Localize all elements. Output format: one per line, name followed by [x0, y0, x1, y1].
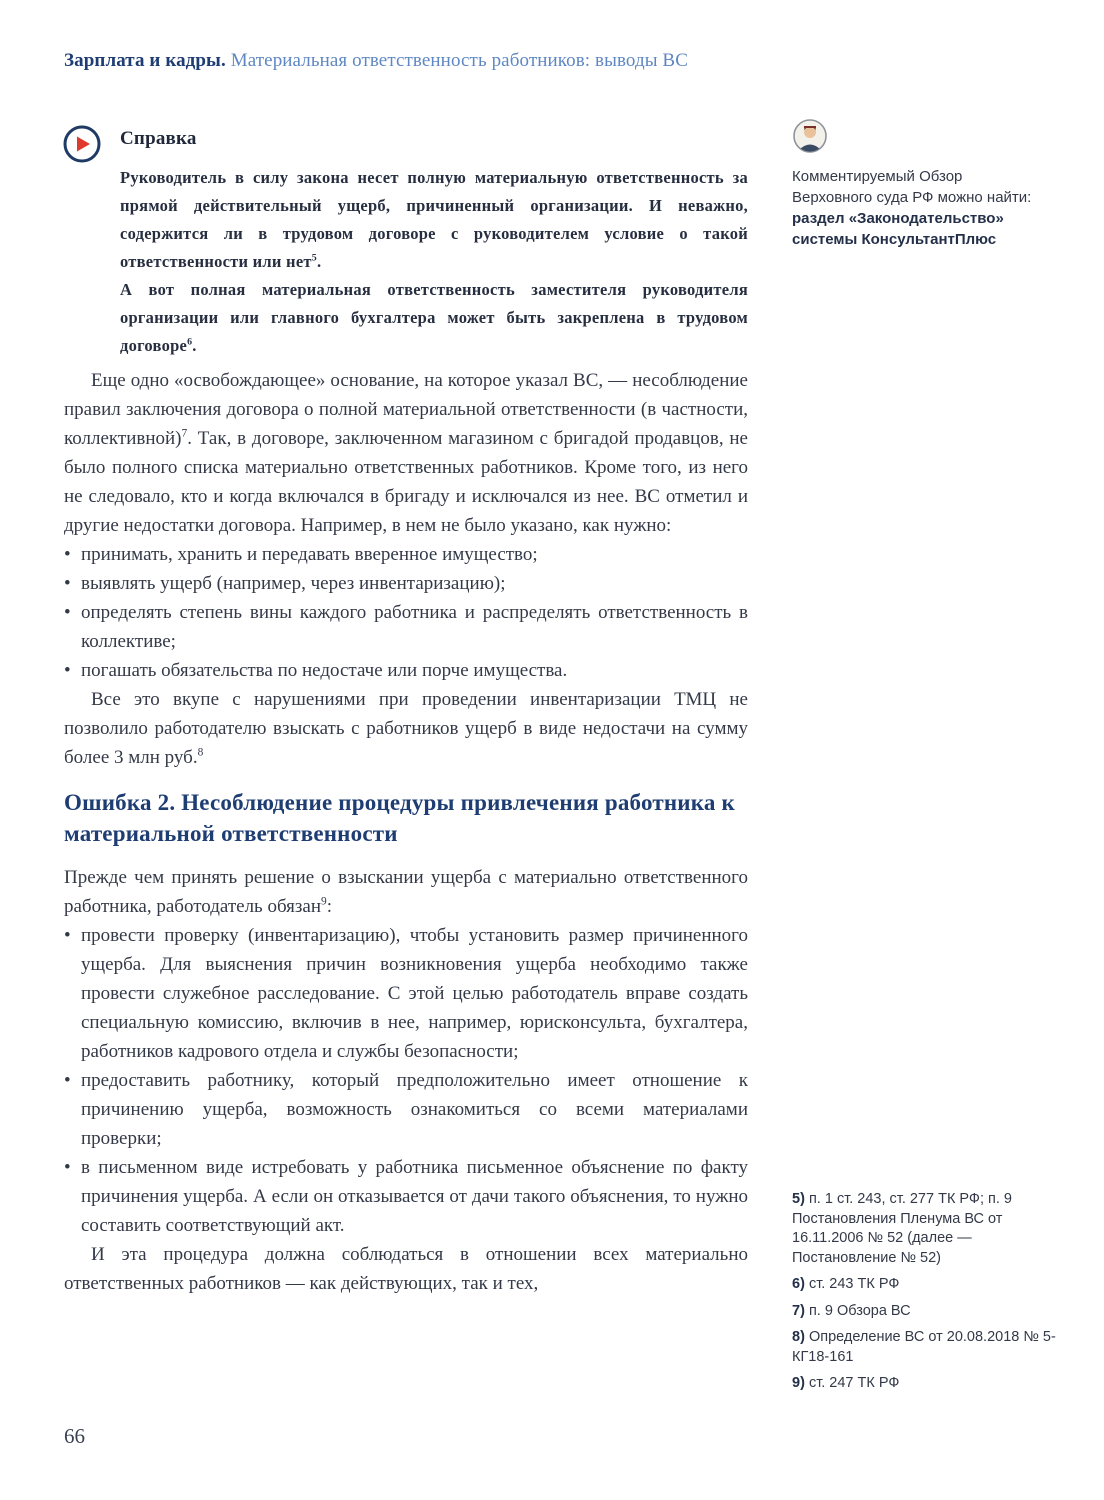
footnote-6-text: ст. 243 ТК РФ [808, 1276, 900, 1292]
footnote-7 [792, 1302, 1060, 1322]
body-paragraph-2 [64, 685, 748, 772]
body-paragraph-3-text: Прежде чем принять решение о взыскании ущерба с материально ответственного работника, работодатель обязан [64, 867, 748, 917]
list-item: • выявлять ущерб (например, через инвентаризацию); [64, 569, 748, 598]
spravka-paragraph-2 [120, 276, 748, 360]
footnote-6-number: 6) [792, 1276, 805, 1292]
body-paragraph-3-tail: : [326, 896, 332, 917]
footnote-7-text: п. 9 Обзора ВС [808, 1302, 911, 1319]
body-paragraph-3 [64, 863, 748, 921]
list-item: • в письменном виде истребовать у работника письменное объяснение по факту причинения ущерба. А если он отказывается от дачи такого объяснения, то нужно составить соответствующий акт. [64, 1153, 748, 1240]
spravka-paragraph-1 [120, 164, 748, 276]
footnote-6 [792, 1275, 1060, 1295]
footnote-9-number: 9) [792, 1375, 805, 1391]
list-item: • погашать обязательства по недостаче или порче имущества. [64, 656, 748, 685]
footnote-ref-6: 6 [187, 336, 193, 348]
margin-note [792, 118, 1044, 250]
body-paragraph-1-text: Еще одно «освобождающее» основание, на которое указал ВС, — несоблюдение правил заключения договора о полной материальной ответственности (в частности, коллективной) [64, 370, 748, 449]
footnote-ref-8: 8 [197, 746, 204, 759]
footnotes-column [792, 1190, 1060, 1401]
footnote-7-number: 7) [792, 1302, 805, 1319]
body-paragraph-1 [64, 366, 748, 540]
margin-note-bold-text: раздел «Законодательство» системы КонсультантПлюс [792, 210, 1004, 248]
play-circle-icon [62, 124, 102, 164]
spravka-paragraph-2-tail: . [192, 336, 197, 355]
spravka-paragraph-1-text: Руководитель в силу закона несет полную материальную ответственность за прямой действительный ущерб, причиненный организации. И неважно, содержится ли в трудовом договоре с руководителем условие о такой ответственности или нет [120, 168, 748, 271]
running-head-section: Зарплата и кадры. [64, 50, 226, 71]
page-number: 66 [64, 1424, 85, 1448]
footnote-8-number: 8) [792, 1329, 805, 1345]
footnote-8-text: Определение ВС от 20.08.2018 № 5-КГ18-161 [792, 1329, 1056, 1365]
list-item: • принимать, хранить и передавать вверенное имущество; [64, 540, 748, 569]
footnote-9-text: ст. 247 ТК РФ [808, 1375, 900, 1391]
footnote-ref-7: 7 [181, 427, 188, 440]
article-body [64, 366, 748, 1298]
spravka-title: Справка [120, 128, 197, 149]
footnote-5 [792, 1190, 1060, 1268]
footnote-ref-5: 5 [311, 252, 317, 264]
body-paragraph-1-tail: . Так, в договоре, заключенном магазином с бригадой продавцов, не было полного списка материально ответственных работников. Кроме того, из него не следовало, кто и когда включался в бригаду и исключался из нее. ВС отметил и другие недостатки договора. Например, в нем не было указано, как нужно: [64, 428, 748, 536]
spravka-paragraph-1-tail: . [316, 252, 322, 271]
list-item: • предоставить работнику, который предположительно имеет отношение к причинению ущерба, возможность ознакомиться со всеми материалами проверки; [64, 1066, 748, 1153]
body-paragraph-4: И эта процедура должна соблюдаться в отношении всех материально ответственных работников — как действующих, так и тех, [64, 1244, 748, 1294]
bullet-list-1 [64, 540, 748, 685]
footnote-ref-9: 9 [321, 895, 327, 908]
footnote-8 [792, 1328, 1060, 1367]
footnote-5-text: п. 1 ст. 243, ст. 277 ТК РФ; п. 9 Постановления Пленума ВС от 16.11.2006 № 52 (далее — Постановление № 52) [792, 1191, 1012, 1266]
running-head [64, 50, 688, 72]
spravka-box [120, 128, 748, 360]
bullet-list-2 [64, 921, 748, 1240]
person-avatar-icon [792, 118, 828, 154]
body-paragraph-2-text: Все это вкупе с нарушениями при проведении инвентаризации ТМЦ не позволило работодателю взыскать с работников ущерб в виде недостачи на сумму более 3 млн руб. [64, 689, 748, 768]
footnote-5-number: 5) [792, 1191, 805, 1207]
section-heading-error-2: Ошибка 2. Несоблюдение процедуры привлечения работника к материальной ответственности [64, 790, 735, 846]
footnote-9 [792, 1374, 1060, 1394]
list-item: • провести проверку (инвентаризацию), чтобы установить размер причиненного ущерба. Для выяснения причин возникновения ущерба необходимо также провести служебное расследование. С этой целью работодатель вправе создать специальную комиссию, включив в нее, например, юрисконсульта, бухгалтера, работников кадрового отдела и службы безопасности; [64, 921, 748, 1066]
running-head-article-title: Материальная ответственность работников: выводы ВС [230, 50, 688, 71]
list-item: • определять степень вины каждого работника и распределять ответственность в коллективе; [64, 598, 748, 656]
spravka-paragraph-2-text: А вот полная материальная ответственность заместителя руководителя организации или главного бухгалтера может быть закреплена в трудовом договоре [120, 280, 748, 355]
margin-note-text: Комментируемый Обзор Верховного суда РФ можно найти: [792, 168, 1032, 206]
